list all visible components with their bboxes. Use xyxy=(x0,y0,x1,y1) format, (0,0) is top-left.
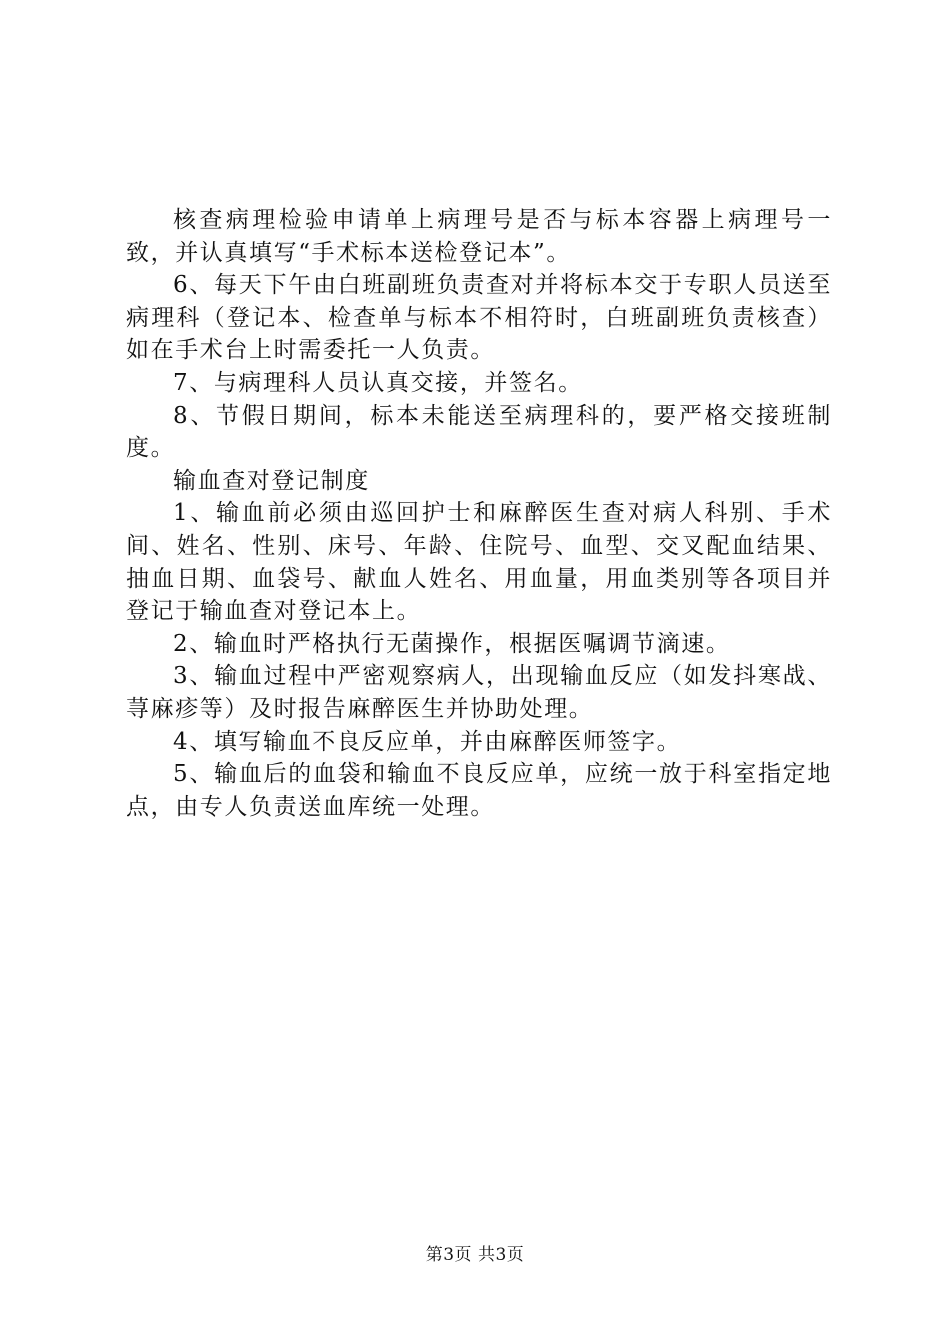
paragraph-item-6: 6、每天下午由白班副班负责查对并将标本交于专职人员送至病理科（登记本、检查单与标本不相符时，白班副班负责核查）如在手术台上时需委托一人负责。 xyxy=(126,272,832,364)
paragraph-item-8: 8、节假日期间，标本未能送至病理科的，要严格交接班制度。 xyxy=(126,402,832,462)
document-body xyxy=(126,204,832,823)
paragraph-transfusion-1: 1、输血前必须由巡回护士和麻醉医生查对病人科别、手术间、姓名、性别、床号、年龄、住院号、血型、交叉配血结果、抽血日期、血袋号、献血人姓名、用血量，用血类别等各项目并登记于输血查对登记本上。 xyxy=(126,500,832,625)
page-footer: 第3页 共3页 xyxy=(425,1245,525,1265)
paragraph-pathology-check: 核查病理检验申请单上病理号是否与标本容器上病理号一致，并认真填写“手术标本送检登记本”。 xyxy=(126,207,832,266)
paragraph-transfusion-3: 3、输血过程中严密观察病人，出现输血反应（如发抖寒战、荨麻疹等）及时报告麻醉医生并协助处理。 xyxy=(126,663,832,722)
paragraph-transfusion-2: 2、输血时严格执行无菌操作，根据医嘱调节滴速。 xyxy=(173,630,731,657)
paragraph-item-7: 7、与病理科人员认真交接，并签名。 xyxy=(173,369,583,396)
paragraph-transfusion-4: 4、填写输血不良反应单，并由麻醉医师签字。 xyxy=(173,728,682,755)
paragraph-transfusion-5: 5、输血后的血袋和输血不良反应单，应统一放于科室指定地点，由专人负责送血库统一处理。 xyxy=(126,761,832,820)
section-heading-transfusion: 输血查对登记制度 xyxy=(173,467,370,494)
